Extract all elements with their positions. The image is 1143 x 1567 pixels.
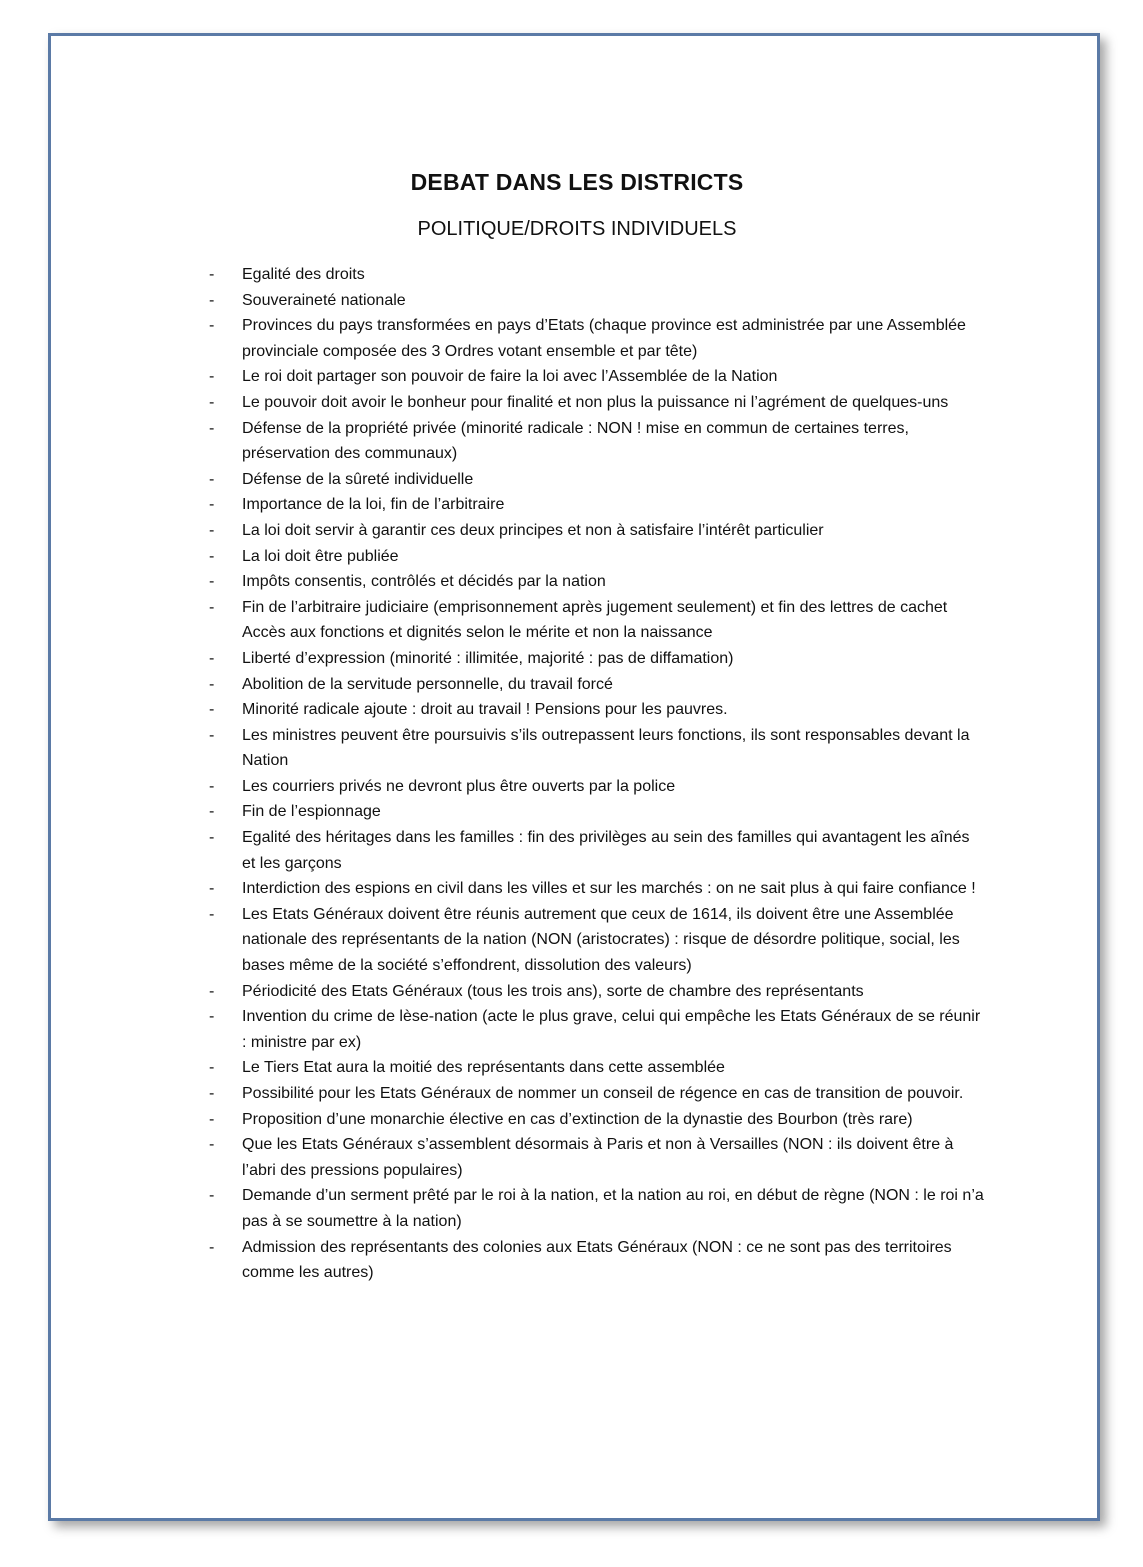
list-item-text: Fin de l’espionnage	[242, 803, 381, 821]
list-item-text: Proposition d’une monarchie élective en cas d’extinction de la dynastie des Bourbon (très rare)	[242, 1110, 913, 1128]
bullet-dash: -	[209, 1110, 215, 1128]
list-item-text: Fin de l’arbitraire judiciaire (emprisonnement après jugement seulement) et fin des lettres de cachet Accès aux fonctions et dignités selon le mérite et non la naissance	[242, 598, 948, 642]
bullet-dash: -	[209, 393, 215, 411]
list-item-text: Possibilité pour les Etats Généraux de nommer un conseil de régence en cas de transition de pouvoir.	[242, 1085, 964, 1102]
bullet-dash: -	[209, 675, 215, 693]
list-item	[206, 799, 986, 825]
list-item-text: La loi doit être publiée	[242, 547, 399, 565]
list-item-text: Abolition de la servitude personnelle, du travail forcé	[242, 675, 613, 693]
list-item-text: Défense de la propriété privée (minorité radicale : NON ! mise en commun de certaines terres, préservation des communaux)	[242, 419, 909, 463]
bullet-dash: -	[209, 419, 215, 437]
list-item-text: Importance de la loi, fin de l’arbitraire	[242, 496, 505, 514]
list-item	[206, 646, 986, 672]
page-title: DEBAT DANS LES DISTRICTS	[410, 169, 744, 195]
list-item	[206, 1004, 986, 1055]
list-item-text: Admission des représentants des colonies aux Etats Généraux (NON : ce ne sont pas des territoires comme les autres)	[242, 1238, 952, 1282]
list-item	[206, 672, 986, 698]
list-item	[206, 364, 986, 390]
list-item-text: Le Tiers Etat aura la moitié des représentants dans cette assemblée	[242, 1059, 725, 1077]
list-item-text: Défense de la sûreté individuelle	[242, 470, 474, 488]
list-item-text: Impôts consentis, contrôlés et décidés par la nation	[242, 573, 606, 591]
list-item-text: Minorité radicale ajoute : droit au travail ! Pensions pour les pauvres.	[242, 701, 728, 719]
list-item-text: Le roi doit partager son pouvoir de faire la loi avec l’Assemblée de la Nation	[242, 368, 778, 386]
bullet-dash: -	[209, 598, 215, 616]
list-item-text: La loi doit servir à garantir ces deux principes et non à satisfaire l’intérêt particulier	[242, 521, 824, 539]
list-item-text: Provinces du pays transformées en pays d’Etats (chaque province est administrée par une Assemblée provinciale composée des 3 Ordres votant ensemble et par tête)	[242, 317, 966, 360]
list-item	[206, 825, 986, 876]
document-page	[48, 33, 1100, 1521]
list-item	[206, 1183, 986, 1234]
bullet-dash: -	[209, 1008, 215, 1026]
list-item-text: Les ministres peuvent être poursuivis s’ils outrepassent leurs fonctions, ils sont responsables devant la Nation	[242, 726, 970, 770]
bullet-dash: -	[209, 1238, 215, 1256]
list-item	[206, 416, 986, 467]
bullet-dash: -	[209, 701, 215, 719]
list-item	[206, 492, 986, 518]
bullet-dash: -	[209, 880, 215, 898]
list-item-text: Invention du crime de lèse-nation (acte le plus grave, celui qui empêche les Etats Généraux de se réunir : ministre par ex)	[242, 1008, 981, 1051]
bullet-dash: -	[209, 573, 215, 591]
list-item	[206, 467, 986, 493]
bullet-dash: -	[209, 803, 215, 821]
bullet-dash: -	[209, 521, 215, 539]
list-item	[206, 390, 986, 416]
bullet-dash: -	[209, 470, 215, 488]
list-item-text: Souveraineté nationale	[242, 291, 406, 309]
list-item	[206, 595, 986, 646]
bullet-dash: -	[209, 982, 215, 1000]
list-item	[206, 1235, 986, 1286]
list-item	[206, 876, 986, 902]
list-item-text: Que les Etats Généraux s’assemblent désormais à Paris et non à Versailles (NON : ils doivent être à l’abri des pressions populaires)	[242, 1136, 954, 1179]
list-item	[206, 262, 986, 288]
bullet-dash: -	[209, 1136, 215, 1154]
bullet-dash: -	[209, 777, 215, 795]
bullet-dash: -	[209, 905, 215, 923]
list-item-text: Périodicité des Etats Généraux (tous les trois ans), sorte de chambre des représentants	[242, 982, 864, 1000]
list-item	[206, 697, 986, 723]
list-item-text: Egalité des héritages dans les familles : fin des privilèges au sein des familles qui avantagent les aînés et les garçons	[242, 829, 970, 872]
bullet-dash: -	[209, 726, 215, 744]
bullet-dash: -	[209, 317, 215, 335]
list-item	[206, 569, 986, 595]
bullet-list	[206, 262, 986, 1286]
list-item	[206, 723, 986, 774]
bullet-dash: -	[209, 496, 215, 514]
list-item	[206, 1055, 986, 1081]
bullet-dash: -	[209, 1059, 215, 1077]
list-item	[206, 313, 986, 364]
list-item	[206, 544, 986, 570]
list-item-text: Les courriers privés ne devront plus être ouverts par la police	[242, 777, 676, 795]
bullet-dash: -	[209, 368, 215, 386]
list-item-text: Demande d’un serment prêté par le roi à la nation, et la nation au roi, en début de règne (NON : le roi n’a pas à se soumettre à la nation)	[242, 1187, 984, 1230]
bullet-dash: -	[209, 649, 215, 667]
page-subtitle: POLITIQUE/DROITS INDIVIDUELS	[417, 218, 737, 240]
list-item-text: Egalité des droits	[242, 266, 365, 283]
list-item	[206, 902, 986, 979]
bullet-dash: -	[209, 1187, 215, 1205]
list-item	[206, 1107, 986, 1133]
list-item	[206, 1081, 986, 1107]
bullet-dash: -	[209, 547, 215, 565]
list-item-text: Les Etats Généraux doivent être réunis autrement que ceux de 1614, ils doivent être une Assemblée nationale des représentants de la nation (NON (aristocrates) : risque de désordre politique, social, les bases même de la société s’effondrent, dissolution des valeurs)	[242, 905, 960, 975]
list-item	[206, 518, 986, 544]
list-item	[206, 1132, 986, 1183]
list-item-text: Liberté d’expression (minorité : illimitée, majorité : pas de diffamation)	[242, 649, 734, 667]
list-item	[206, 774, 986, 800]
bullet-dash: -	[209, 1085, 215, 1102]
list-item	[206, 979, 986, 1005]
list-item-text: Le pouvoir doit avoir le bonheur pour finalité et non plus la puissance ni l’agrément de quelques-uns	[242, 393, 949, 411]
list-item	[206, 288, 986, 314]
bullet-dash: -	[209, 291, 215, 309]
bullet-dash: -	[209, 829, 215, 847]
list-item-text: Interdiction des espions en civil dans les villes et sur les marchés : on ne sait plus à qui faire confiance !	[242, 880, 976, 898]
bullet-dash: -	[209, 266, 215, 283]
